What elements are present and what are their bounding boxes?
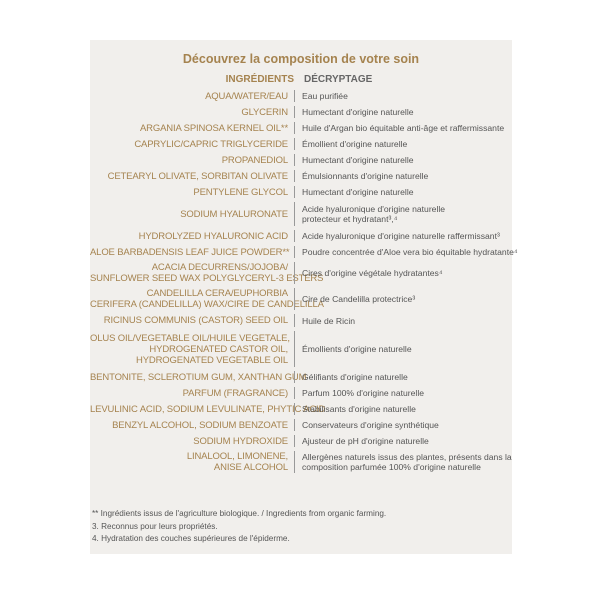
- ingredient-description: [302, 404, 510, 414]
- ingredient-name: [90, 333, 288, 366]
- description-line: Acide hyaluronique d'origine naturelle: [302, 204, 446, 214]
- row-separator: [288, 152, 302, 168]
- ingredient-description: [302, 388, 510, 398]
- ingredient-line: ACACIA DECURRENS/JOJOBA/: [151, 262, 288, 273]
- ingredient-description: [302, 187, 510, 197]
- row-separator: [288, 104, 302, 120]
- ingredient-line: BENTONITE, SCLEROTIUM GUM, XANTHAN GUM: [90, 371, 307, 383]
- row-separator: [288, 184, 302, 200]
- ingredient-description: [302, 139, 510, 149]
- table-row: [90, 184, 512, 200]
- ingredient-line: GLYCERIN: [241, 106, 288, 118]
- ingredient-description: [302, 204, 510, 224]
- description-line: Humectant d'origine naturelle: [302, 155, 414, 165]
- ingredient-description: [302, 123, 510, 133]
- table-header: [90, 74, 512, 88]
- description-line: Humectant d'origine naturelle: [302, 107, 414, 117]
- table-row: [90, 228, 512, 244]
- ingredient-name: [90, 420, 288, 431]
- table-row: [90, 417, 512, 433]
- ingredient-name: [90, 171, 288, 182]
- ingredient-line: CERIFERA (CANDELILLA) WAX/CIRE DE CANDELILLA: [90, 299, 324, 310]
- ingredient-name: [90, 403, 326, 415]
- ingredient-description: [302, 247, 518, 257]
- description-line: composition parfumée 100% d'origine naturelle: [302, 462, 481, 472]
- row-separator: [288, 120, 302, 136]
- description-line: Gélifiants d'origine naturelle: [302, 372, 408, 382]
- description-line: Huile de Ricin: [302, 315, 356, 326]
- row-separator: [288, 329, 302, 369]
- row-separator: [288, 433, 302, 449]
- table-row: [90, 329, 512, 369]
- ingredient-line: AQUA/WATER/EAU: [205, 90, 288, 102]
- ingredient-name: [90, 436, 288, 447]
- row-separator: [288, 417, 302, 433]
- description-line: Acide hyaluronique d'origine naturelle raffermissant³: [302, 231, 500, 241]
- ingredient-description: [302, 155, 510, 165]
- row-separator: [288, 200, 302, 228]
- ingredient-line: LEVULINIC ACID, SODIUM LEVULINATE, PHYTIC ACID: [90, 403, 326, 415]
- table-row: [90, 104, 512, 120]
- row-separator: [288, 385, 302, 401]
- ingredient-name: [90, 247, 288, 258]
- row-separator: [288, 369, 302, 385]
- ingredient-line: ANISE ALCOHOL: [213, 462, 288, 473]
- ingredient-description: [302, 171, 510, 181]
- ingredients-header: INGRÉDIENTS: [225, 74, 294, 85]
- ingredient-line: ALOE BARBADENSIS LEAF JUICE POWDER**: [90, 246, 290, 258]
- description-line: Stabilisants d'origine naturelle: [302, 404, 416, 414]
- footnote-organic: ** Ingrédients issus de l'agriculture biologique. / Ingredients from organic farming.: [92, 509, 387, 518]
- ingredient-description: [302, 294, 510, 304]
- description-line: Cire de Candelilla protectrice³: [302, 294, 416, 304]
- description-line: Huile d'Argan bio équitable anti-âge et raffermissante: [302, 123, 505, 133]
- ingredient-line: PENTYLENE GLYCOL: [193, 186, 288, 198]
- description-line: Émollients d'origine naturelle: [302, 344, 412, 354]
- row-separator: [288, 260, 302, 286]
- description-line: protecteur et hydratant³,⁴: [302, 214, 398, 224]
- table-row: [90, 449, 512, 475]
- table-row: [90, 312, 512, 329]
- table-row: [90, 401, 512, 417]
- description-line: Conservateurs d'origine synthétique: [302, 420, 439, 430]
- description-line: Émollient d'origine naturelle: [302, 139, 408, 149]
- row-separator: [288, 136, 302, 152]
- ingredient-line: HYDROGENATED VEGETABLE OIL: [135, 354, 288, 366]
- ingredient-line: SODIUM HYDROXIDE: [193, 435, 288, 447]
- description-line: Parfum 100% d'origine naturelle: [302, 388, 425, 398]
- decoding-header: DÉCRYPTAGE: [304, 74, 373, 85]
- ingredient-description: [302, 91, 510, 101]
- ingredient-line: CETEARYL OLIVATE, SORBITAN OLIVATE: [107, 170, 288, 182]
- description-line: Allergènes naturels issus des plantes, présents dans la: [302, 452, 512, 462]
- ingredient-line: HYDROGENATED CASTOR OIL,: [149, 343, 288, 355]
- ingredient-line: LINALOOL, LIMONENE,: [186, 451, 288, 462]
- ingredient-name: [90, 231, 288, 242]
- ingredient-description: [302, 268, 510, 278]
- description-line: Humectant d'origine naturelle: [302, 187, 414, 197]
- table-row: [90, 152, 512, 168]
- ingredient-line: OLUS OIL/VEGETABLE OIL/HUILE VEGETALE,: [90, 332, 290, 344]
- ingredient-line: PARFUM (FRAGRANCE): [182, 387, 288, 399]
- ingredient-line: SODIUM HYALURONATE: [180, 208, 288, 220]
- ingredient-line: SUNFLOWER SEED WAX POLYGLYCERYL-3 ESTERS: [90, 273, 324, 284]
- ingredient-line: ARGANIA SPINOSA KERNEL OIL**: [139, 122, 288, 134]
- ingredient-name: [90, 388, 288, 399]
- table-row: [90, 369, 512, 385]
- ingredient-name: [90, 315, 288, 326]
- table-row: [90, 385, 512, 401]
- table-row: [90, 168, 512, 184]
- page-title: Découvrez la composition de votre soin: [182, 52, 420, 66]
- table-row: [90, 120, 512, 136]
- ingredient-description: [302, 372, 510, 382]
- row-separator: [288, 312, 302, 329]
- ingredient-rows: [90, 88, 518, 475]
- table-row: [90, 433, 512, 449]
- composition-panel: [90, 40, 518, 554]
- table-row: [90, 286, 512, 312]
- ingredient-name: [90, 288, 324, 310]
- ingredient-description: [302, 452, 510, 472]
- table-row: [90, 244, 518, 260]
- ingredient-description: [302, 344, 510, 354]
- ingredient-line: BENZYL ALCOHOL, SODIUM BENZOATE: [112, 419, 288, 431]
- table-row: [90, 136, 512, 152]
- table-row: [90, 260, 512, 286]
- ingredient-name: [90, 123, 288, 134]
- footnote-3: 3. Reconnus pour leurs propriétés.: [92, 521, 218, 531]
- ingredient-line: CAPRYLIC/CAPRIC TRIGLYCERIDE: [134, 138, 288, 150]
- description-line: Poudre concentrée d'Aloe vera bio équitable hydratante⁴: [302, 247, 518, 257]
- row-separator: [288, 286, 302, 312]
- ingredient-line: CANDELILLA CERA/EUPHORBIA: [146, 288, 288, 299]
- ingredient-description: [302, 420, 510, 430]
- row-separator: [288, 449, 302, 475]
- ingredient-line: PROPANEDIOL: [221, 154, 288, 166]
- ingredient-name: [90, 451, 288, 473]
- ingredient-name: [90, 187, 288, 198]
- ingredient-description: [302, 316, 510, 326]
- ingredient-name: [90, 91, 288, 102]
- ingredient-name: [90, 209, 288, 220]
- footnote-4: 4. Hydratation des couches supérieures de l'épiderme.: [92, 534, 290, 543]
- ingredients-table: [90, 74, 518, 475]
- description-line: Émulsionnants d'origine naturelle: [302, 171, 429, 181]
- ingredient-line: RICINUS COMMUNIS (CASTOR) SEED OIL: [103, 315, 288, 326]
- row-separator: [288, 401, 302, 417]
- ingredient-name: [90, 371, 307, 383]
- table-row: [90, 88, 512, 104]
- ingredient-name: [90, 139, 288, 150]
- footnotes: [92, 508, 386, 546]
- ingredient-line: HYDROLYZED HYALURONIC ACID: [138, 230, 288, 242]
- ingredient-name: [90, 155, 288, 166]
- ingredient-description: [302, 107, 510, 117]
- row-separator: [288, 244, 302, 260]
- description-line: Cires d'origine végétale hydratantes⁴: [302, 268, 443, 278]
- ingredient-description: [302, 231, 510, 241]
- ingredient-name: [90, 262, 324, 284]
- ingredient-name: [90, 107, 288, 118]
- description-line: Eau purifiée: [302, 91, 348, 101]
- ingredient-description: [302, 436, 510, 446]
- description-line: Ajusteur de pH d'origine naturelle: [302, 436, 429, 446]
- row-separator: [288, 228, 302, 244]
- row-separator: [288, 168, 302, 184]
- table-row: [90, 200, 512, 228]
- row-separator: [288, 88, 302, 104]
